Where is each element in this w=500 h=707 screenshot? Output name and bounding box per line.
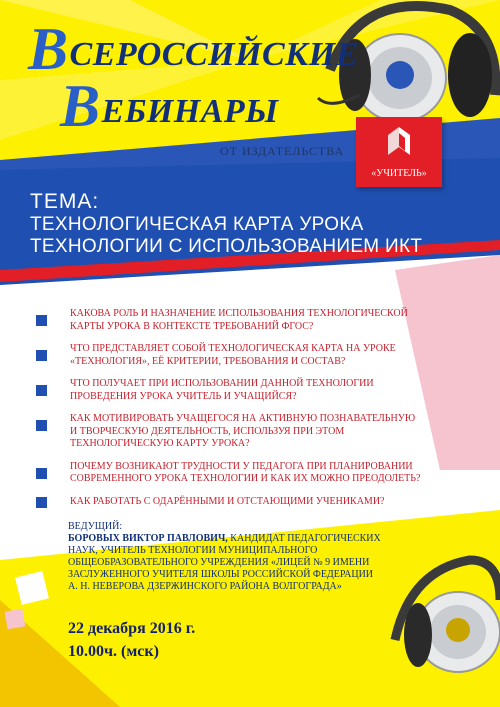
question-item-3: ЧТО ПОЛУЧАЕТ ПРИ ИСПОЛЬЗОВАНИИ ДАННОЙ ТЕХНОЛОГИИ ПРОВЕДЕНИЯ УРОКА УЧИТЕЛЬ И УЧАЩИЙСЯ? <box>36 378 456 403</box>
bullet-square-icon <box>36 315 47 326</box>
theme-text <box>30 214 480 258</box>
title-initial-2: В <box>60 73 101 139</box>
question-item-1: КАКОВА РОЛЬ И НАЗНАЧЕНИЕ ИСПОЛЬЗОВАНИЯ ТЕХНОЛОГИЧЕСКОЙ КАРТЫ УРОКА В КОНТЕКСТЕ ТРЕБОВАНИЙ ФГОС? <box>36 308 456 333</box>
bullet-square-icon <box>36 385 47 396</box>
bullet-square-icon <box>36 497 47 508</box>
question-list <box>36 308 456 508</box>
title-initial-1: В <box>28 16 69 82</box>
title-line-2 <box>60 72 279 141</box>
host-label: ВЕДУЩИЙ: <box>68 521 123 532</box>
title-rest-1: СЕРОССИЙСКИЕ <box>69 36 359 73</box>
host-name: БОРОВЫХ ВИКТОР ПАВЛОВИЧ, <box>68 533 228 544</box>
question-item-4: КАК МОТИВИРОВАТЬ УЧАЩЕГОСЯ НА АКТИВНУЮ ПОЗНАВАТЕЛЬНУЮ И ТВОРЧЕСКУЮ ДЕЯТЕЛЬНОСТЬ, ИСПОЛЬЗУЯ ПРИ ЭТОМ ТЕХНОЛОГИЧЕСКУЮ КАРТУ УРОКА? <box>36 413 456 451</box>
host-description: БОРОВЫХ ВИКТОР ПАВЛОВИЧ, КАНДИДАТ ПЕДАГОГИЧЕСКИХ НАУК, УЧИТЕЛЬ ТЕХНОЛОГИИ МУНИЦИПАЛЬНОГО ОБЩЕОБРАЗОВАТЕЛЬНОГО УЧРЕЖДЕНИЯ «ЛИЦЕЙ № 9 ИМЕНИ ЗАСЛУЖЕННОГО УЧИТЕЛЯ ШКОЛЫ РОССИЙСКОЙ ФЕДЕРАЦИИ А. Н. НЕВЕРОВА ДЗЕРЖИНСКОГО РАЙОНА ВОЛГОГРАДА» <box>68 533 381 592</box>
publisher-label: ОТ ИЗДАТЕЛЬСТВА <box>220 144 345 158</box>
event-time: 10.00ч. (мск) <box>68 643 159 660</box>
question-item-2: ЧТО ПРЕДСТАВЛЯЕТ СОБОЙ ТЕХНОЛОГИЧЕСКАЯ КАРТА НА УРОКЕ «ТЕХНОЛОГИЯ», ЕЁ КРИТЕРИИ, ТРЕБОВАНИЯ И СОСТАВ? <box>36 343 456 368</box>
bullet-square-icon <box>36 468 47 479</box>
question-item-6: КАК РАБОТАТЬ С ОДАРЁННЫМИ И ОТСТАЮЩИМИ УЧЕНИКАМИ? <box>36 496 456 509</box>
title-rest-2: ЕБИНАРЫ <box>101 93 279 130</box>
question-item-5: ПОЧЕМУ ВОЗНИКАЮТ ТРУДНОСТИ У ПЕДАГОГА ПРИ ПЛАНИРОВАНИИ СОВРЕМЕННОГО УРОКА ТЕХНОЛОГИИ И КАК ИХ МОЖНО ПРЕОДОЛЕТЬ? <box>36 461 456 486</box>
book-logo-icon <box>384 125 414 159</box>
theme-line-2: ТЕХНОЛОГИИ С ИСПОЛЬЗОВАНИЕМ ИКТ <box>30 236 423 257</box>
theme-line-1: ТЕХНОЛОГИЧЕСКАЯ КАРТА УРОКА <box>30 214 364 235</box>
event-date: 22 декабря 2016 г. <box>68 620 196 637</box>
publisher-logo <box>356 117 442 187</box>
theme-label: ТЕМА: <box>30 190 100 213</box>
bullet-square-icon <box>36 420 47 431</box>
bullet-square-icon <box>36 350 47 361</box>
logo-text: «УЧИТЕЛЬ» <box>371 168 427 179</box>
